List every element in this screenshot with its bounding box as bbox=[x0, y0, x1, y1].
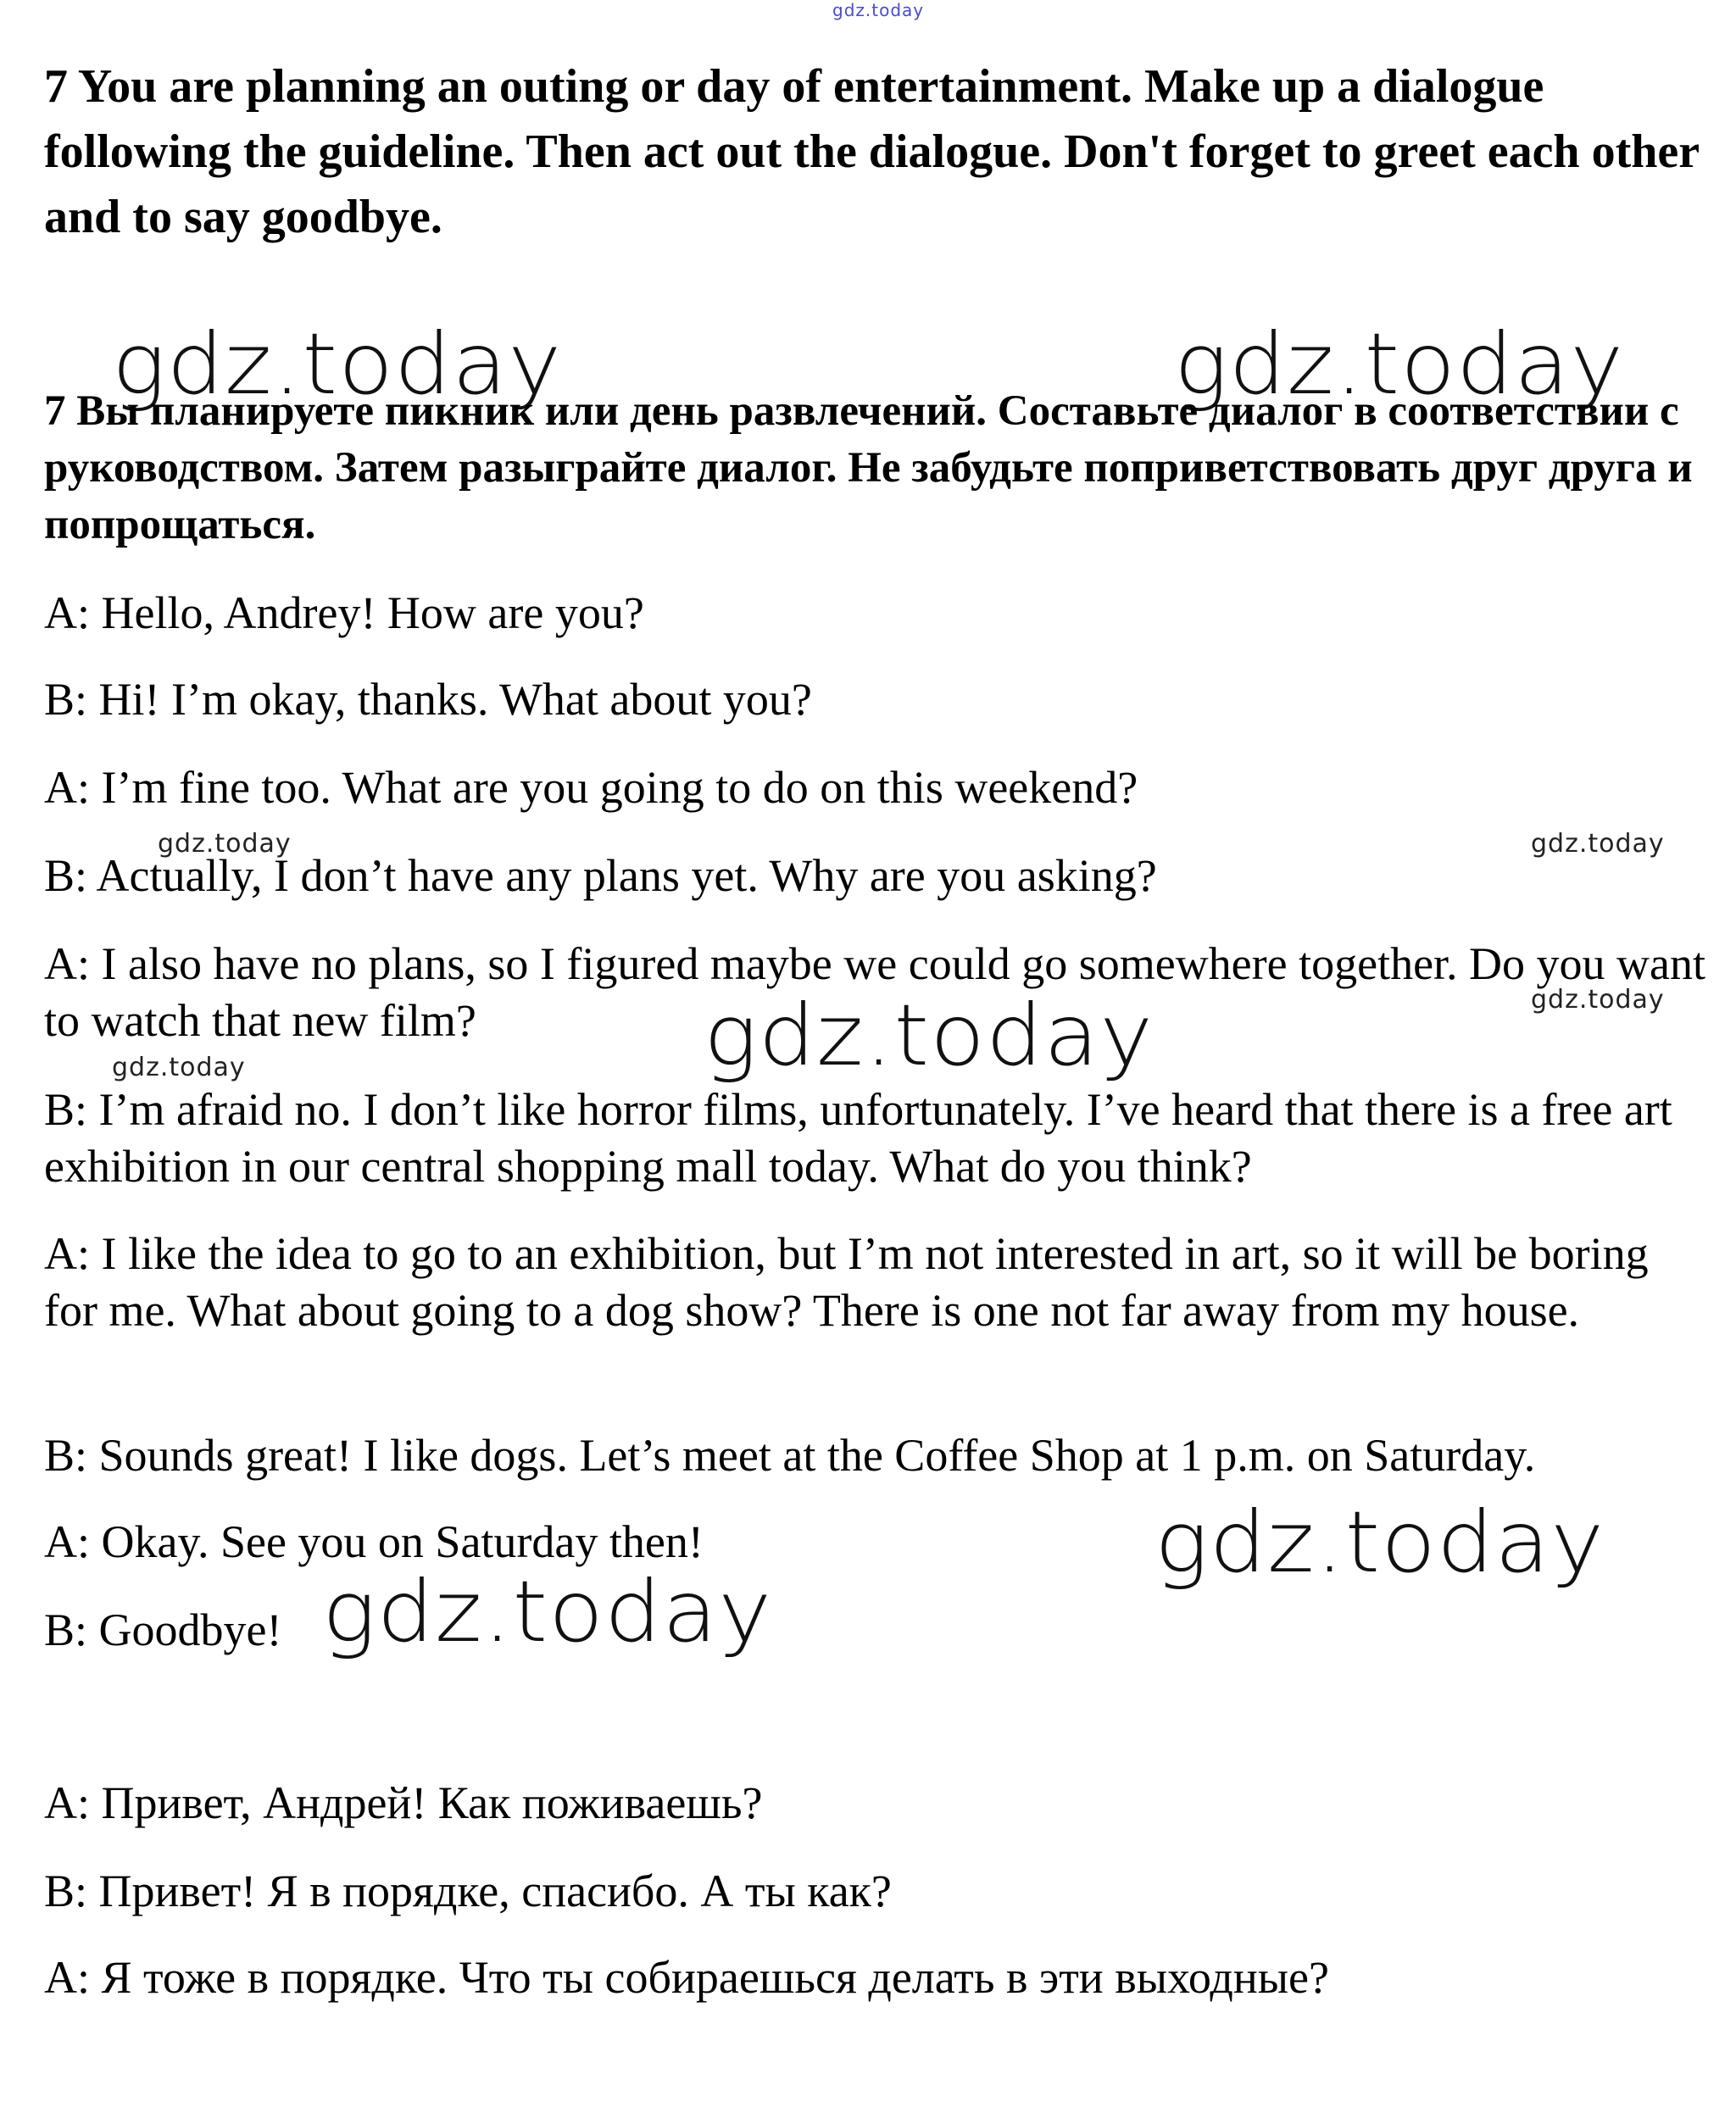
watermark-large: gdz.today bbox=[704, 986, 1155, 1085]
dialogue-line-russian: B: Привет! Я в порядке, спасибо. А ты как? bbox=[44, 1866, 892, 1916]
dialogue-line: A: I like the idea to go to an exhibition, but I’m not interested in art, so it will be boring for me. What about going to a dog show? There is one not far away from my house. bbox=[44, 1228, 1649, 1336]
dialogue-line-russian: A: Привет, Андрей! Как поживаешь? bbox=[44, 1777, 763, 1828]
task-heading-english: 7 You are planning an outing or day of entertainment. Make up a dialogue following the guideline. Then act out the dialogue. Don't forget to greet each other and to say goodbye. bbox=[44, 60, 1700, 243]
dialogue-line-russian: A: Я тоже в порядке. Что ты собираешься делать в эти выходные? bbox=[44, 1952, 1329, 2003]
watermark-small: gdz.today bbox=[112, 1053, 246, 1082]
watermark-large: gdz.today bbox=[112, 314, 563, 414]
watermark-top: gdz.today bbox=[832, 0, 925, 20]
watermark-small: gdz.today bbox=[1531, 829, 1665, 859]
dialogue-line: A: Hello, Andrey! How are you? bbox=[44, 587, 644, 638]
dialogue-line: B: Hi! I’m okay, thanks. What about you? bbox=[44, 674, 812, 725]
watermark-small: gdz.today bbox=[1531, 985, 1665, 1015]
watermark-small: gdz.today bbox=[158, 829, 292, 859]
dialogue-line: B: I’m afraid no. I don’t like horror films, unfortunately. I’ve heard that there is a free art exhibition in our central shopping mall today. What do you think? bbox=[44, 1084, 1672, 1192]
dialogue-line: A: Okay. See you on Saturday then! bbox=[44, 1516, 704, 1567]
dialogue-line: B: Goodbye! bbox=[44, 1604, 282, 1655]
task-heading-russian: 7 Вы планируете пикник или день развлечений. Составьте диалог в соответствии с руководством. Затем разыграйте диалог. Не забудьте поприветствовать друг друга и попрощаться. bbox=[44, 387, 1693, 548]
dialogue-line: A: I also have no plans, so I figured maybe we could go somewhere together. Do you want to watch that new film? bbox=[44, 938, 1706, 1046]
watermark-large: gdz.today bbox=[1174, 314, 1625, 414]
watermark-large: gdz.today bbox=[1155, 1493, 1605, 1592]
watermark-large: gdz.today bbox=[322, 1562, 773, 1661]
dialogue-line: A: I’m fine too. What are you going to do on this weekend? bbox=[44, 762, 1138, 813]
dialogue-line: B: Sounds great! I like dogs. Let’s meet at the Coffee Shop at 1 p.m. on Saturday. bbox=[44, 1430, 1536, 1481]
dialogue-line: B: Actually, I don’t have any plans yet. Why are you asking? bbox=[44, 850, 1157, 901]
